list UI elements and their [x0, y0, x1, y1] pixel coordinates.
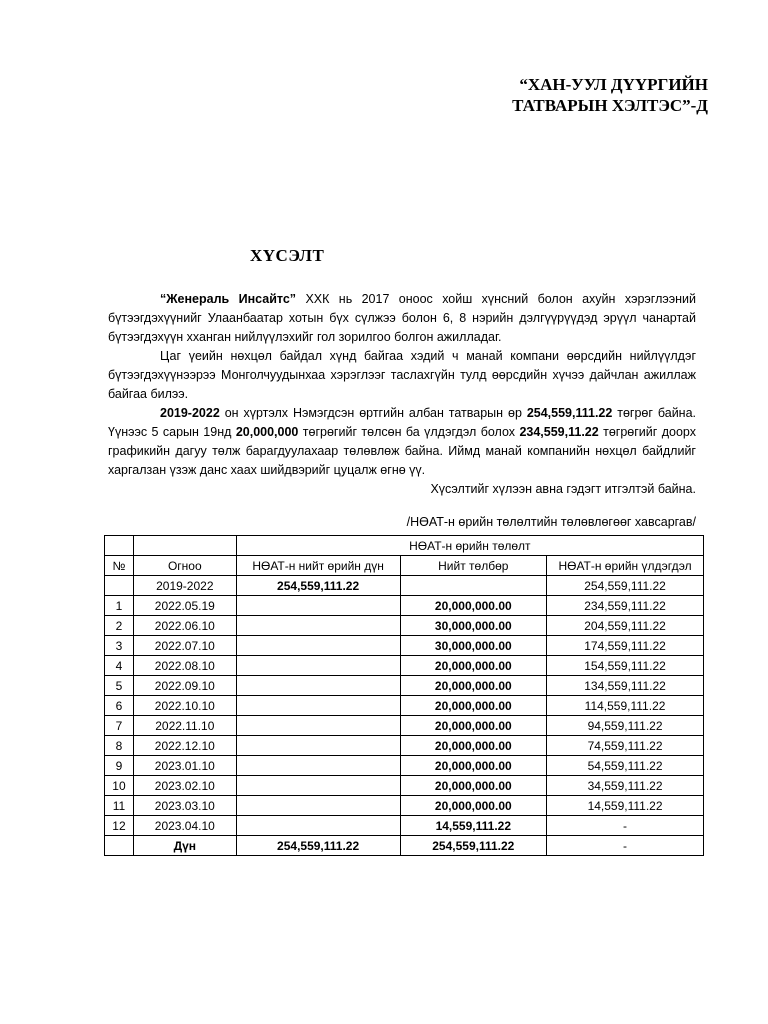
row-no: 4 [105, 656, 134, 676]
addressee-block [512, 74, 708, 116]
addressee-line-1: “ХАН-УУЛ ДҮҮРГИЙН [519, 75, 708, 94]
row-no: 12 [105, 816, 134, 836]
row-balance: - [547, 816, 704, 836]
row-no: 10 [105, 776, 134, 796]
row-no: 7 [105, 716, 134, 736]
row-balance: 54,559,111.22 [547, 756, 704, 776]
paragraph-3-text-a: он хүртэлх Нэмэгдсэн өртгийн албан татварын өр [219, 406, 527, 420]
row-total-debt: 254,559,111.22 [236, 576, 400, 596]
row-balance: 154,559,111.22 [547, 656, 704, 676]
table-row [105, 816, 704, 836]
row-payment: 14,559,111.22 [400, 816, 547, 836]
row-total-debt [236, 796, 400, 816]
empty-cell [105, 836, 134, 856]
row-payment: 30,000,000.00 [400, 616, 547, 636]
row-date: 2022.07.10 [133, 636, 236, 656]
row-total-debt [236, 716, 400, 736]
row-balance: 14,559,111.22 [547, 796, 704, 816]
paragraph-3-text-c: төгрөгийг төлсөн ба үлдэгдэл болох [298, 425, 520, 439]
row-no: 9 [105, 756, 134, 776]
row-date: 2023.03.10 [133, 796, 236, 816]
row-date: 2022.11.10 [133, 716, 236, 736]
header-date: Огноо [133, 556, 236, 576]
row-no: 11 [105, 796, 134, 816]
table-row [105, 716, 704, 736]
row-balance: 34,559,111.22 [547, 776, 704, 796]
row-total-debt [236, 616, 400, 636]
table-row [105, 616, 704, 636]
row-no: 6 [105, 696, 134, 716]
paragraph-2: Цаг үеийн нөхцөл байдал хүнд байгаа хэдий ч манай компани өөрсдийн нийлүүлдэг бүтээгдэхүүнээрээ Монголчуудынхаа хэрэглээг таслахгүйн тулд өөрсдийн хүчээ дайчлан ажиллаж байгаа билээ. [108, 349, 696, 401]
table-row [105, 796, 704, 816]
document-title: ХҮСЭЛТ [250, 246, 325, 265]
paragraph-1 [108, 290, 696, 347]
row-total-debt [236, 696, 400, 716]
row-date: 2022.08.10 [133, 656, 236, 676]
table-total-row [105, 836, 704, 856]
row-no: 2 [105, 616, 134, 636]
total-debt: 254,559,111.22 [236, 836, 400, 856]
row-date: 2019-2022 [133, 576, 236, 596]
paid-amount: 20,000,000 [235, 425, 299, 439]
row-balance: 204,559,111.22 [547, 616, 704, 636]
row-date: 2023.02.10 [133, 776, 236, 796]
table-row [105, 636, 704, 656]
debt-years: 2019-2022 [160, 406, 220, 420]
schedule-rows [105, 596, 704, 836]
row-balance: 74,559,111.22 [547, 736, 704, 756]
row-payment: 20,000,000.00 [400, 716, 547, 736]
table-row [105, 676, 704, 696]
row-payment: 20,000,000.00 [400, 796, 547, 816]
row-no [105, 576, 134, 596]
row-payment: 30,000,000.00 [400, 636, 547, 656]
table-group-header-row [105, 536, 704, 556]
table-row [105, 596, 704, 616]
row-date: 2022.12.10 [133, 736, 236, 756]
total-label: Дүн [133, 836, 236, 856]
group-header: НӨАТ-н өрийн төлөлт [236, 536, 703, 556]
table-header-row [105, 556, 704, 576]
empty-cell [133, 536, 236, 556]
row-payment: 20,000,000.00 [400, 696, 547, 716]
row-balance: 174,559,111.22 [547, 636, 704, 656]
row-no: 3 [105, 636, 134, 656]
row-total-debt [236, 756, 400, 776]
row-payment: 20,000,000.00 [400, 736, 547, 756]
row-payment: 20,000,000.00 [400, 656, 547, 676]
row-balance: 254,559,111.22 [547, 576, 704, 596]
row-balance: 234,559,111.22 [547, 596, 704, 616]
empty-cell [105, 536, 134, 556]
table-row [105, 756, 704, 776]
table-row-initial [105, 576, 704, 596]
row-balance: 94,559,111.22 [547, 716, 704, 736]
row-payment: 20,000,000.00 [400, 756, 547, 776]
addressee-line-2: ТАТВАРЫН ХЭЛТЭС”-Д [512, 96, 708, 115]
row-date: 2023.04.10 [133, 816, 236, 836]
row-total-debt [236, 656, 400, 676]
row-total-debt [236, 816, 400, 836]
row-total-debt [236, 776, 400, 796]
table-row [105, 696, 704, 716]
paragraph-3 [108, 404, 696, 480]
payment-schedule-table [104, 535, 704, 856]
total-balance: - [547, 836, 704, 856]
paragraph-3-text-d: төгрөгийг доорх графикийн дагуу төлж барагдуулахаар төлөвлөж байна. Иймд манай компанийн нөхцөл байдлийг харгалзан үзэж данс хаах шийдвэрийг цуцалж өгнө үү. [108, 425, 696, 477]
row-date: 2023.01.10 [133, 756, 236, 776]
row-balance: 134,559,111.22 [547, 676, 704, 696]
table-row [105, 656, 704, 676]
row-no: 5 [105, 676, 134, 696]
header-balance: НӨАТ-н өрийн үлдэгдэл [547, 556, 704, 576]
row-date: 2022.05.19 [133, 596, 236, 616]
row-no: 1 [105, 596, 134, 616]
company-name: “Женераль Инсайтс” [160, 292, 297, 306]
remaining-amount: 234,559,11.22 [519, 425, 599, 439]
header-total-payment: Нийт төлбөр [400, 556, 547, 576]
row-total-debt [236, 596, 400, 616]
row-payment: 20,000,000.00 [400, 776, 547, 796]
row-payment [400, 576, 547, 596]
row-total-debt [236, 676, 400, 696]
closing-line: Хүсэлтийг хүлээн авна гэдэгт итгэлтэй байна. [430, 482, 696, 496]
row-total-debt [236, 636, 400, 656]
request-body [108, 290, 696, 499]
total-payment: 254,559,111.22 [400, 836, 547, 856]
table-caption: /НӨАТ-н өрийн төлөлтийн төлөвлөгөөг хавсаргав/ [406, 515, 696, 529]
table-row [105, 736, 704, 756]
debt-amount: 254,559,111.22 [526, 406, 613, 420]
row-date: 2022.10.10 [133, 696, 236, 716]
row-payment: 20,000,000.00 [400, 596, 547, 616]
row-payment: 20,000,000.00 [400, 676, 547, 696]
header-total-debt: НӨАТ-н нийт өрийн дүн [236, 556, 400, 576]
table-row [105, 776, 704, 796]
row-date: 2022.09.10 [133, 676, 236, 696]
paragraph-3-text-b: төгрөг байна. Үүнээс 5 сарын 19нд [108, 406, 696, 439]
header-no: № [105, 556, 134, 576]
row-no: 8 [105, 736, 134, 756]
paragraph-1-text: ХХК нь 2017 оноос хойш хүнсний болон ахуйн хэрэглээний бүтээгдэхүүнийг Улаанбаатар хотын бүх сүлжээ болон 6, 8 нэрийн дэлгүүрүүдэд эрүүл чанартай бүтээгдэхүүн хханган нийлүүлэхийг гол зорилгоо болгон ажилладаг. [108, 292, 696, 344]
row-total-debt [236, 736, 400, 756]
row-date: 2022.06.10 [133, 616, 236, 636]
row-balance: 114,559,111.22 [547, 696, 704, 716]
